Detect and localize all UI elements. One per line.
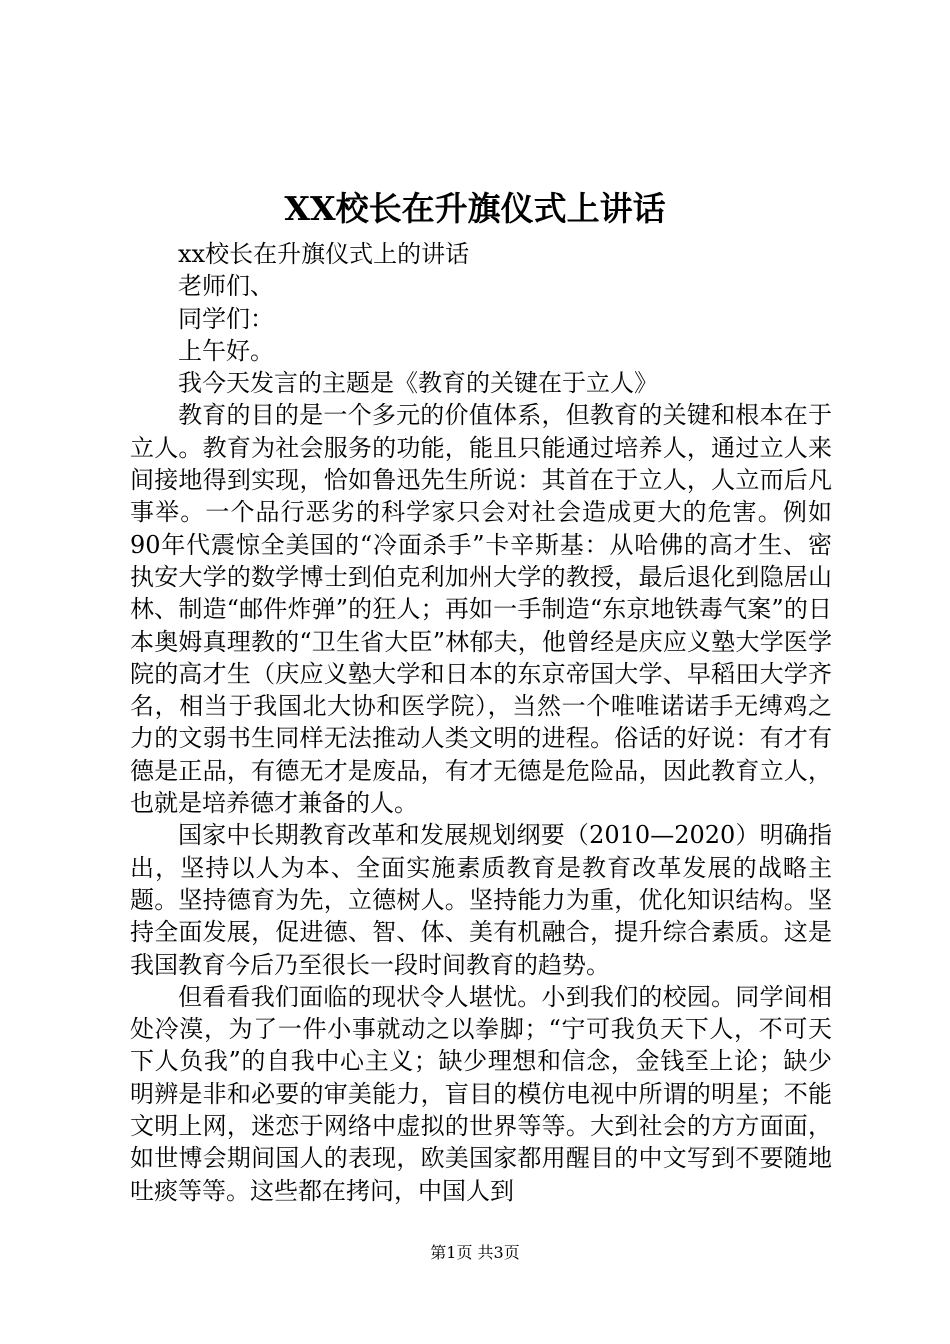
paragraph-subtitle: xx校长在升旗仪式上的讲话 [178, 240, 470, 268]
paragraph-body-3: 但看看我们面临的现状令人堪忧。小到我们的校园。同学间相处冷漠，为了一件小事就动之以拳脚；“宁可我负天下人，不可天下人负我”的自我中心主义；缺少理想和信念，金钱至上论；缺少明辨是非和必要的审美能力，盲目的模仿电视中所谓的明星；不能文明上网，迷恋于网络中虚拟的世界等等。大到社会的方方面面，如世博会期间国人的表现，欧美国家都用醒目的中文写到不要随地吐痰等等。这些都在拷问，中国人到 [130, 982, 832, 1205]
paragraph-greeting-teachers: 老师们、 [178, 272, 274, 301]
paragraph-good-morning: 上午好。 [178, 336, 274, 365]
paragraph-theme: 我今天发言的主题是《教育的关键在于立人》 [178, 369, 658, 398]
paragraph-greeting-students: 同学们： [178, 304, 274, 333]
page-number: 第1页 共3页 [430, 1243, 520, 1262]
document-title: XX校长在升旗仪式上讲话 [284, 189, 666, 228]
paragraph-body-2: 国家中长期教育改革和发展规划纲要（2010—2020）明确指出，坚持以人为本、全面实施素质教育是教育改革发展的战略主题。坚持德育为先，立德树人。坚持能力为重，优化知识结构。坚持全面发展，促进德、智、体、美有机融合，提升综合素质。这是我国教育今后乃至很长一段时间教育的趋势。 [130, 821, 832, 979]
document-body [130, 238, 832, 1207]
paragraph-body-1: 教育的目的是一个多元的价值体系，但教育的关键和根本在于立人。教育为社会服务的功能，能且只能通过培养人，通过立人来间接地得到实现，恰如鲁迅先生所说：其首在于立人，人立而后凡事举。一个品行恶劣的科学家只会对社会造成更大的危害。例如90年代震惊全美国的“冷面杀手”卡辛斯基：从哈佛的高才生、密执安大学的数学博士到伯克利加州大学的教授，最后退化到隐居山林、制造“邮件炸弹”的狂人；再如一手制造“东京地铁毒气案”的日本奥姆真理教的“卫生省大臣”林郁夫，他曾经是庆应义塾大学医学院的高才生（庆应义塾大学和日本的东京帝国大学、早稻田大学齐名，相当于我国北大协和医学院），当然一个唯唯诺诺手无缚鸡之力的文弱书生同样无法推动人类文明的进程。俗话的好说：有才有德是正品，有德无才是废品，有才无德是危险品，因此教育立人，也就是培养德才兼备的人。 [130, 401, 832, 818]
